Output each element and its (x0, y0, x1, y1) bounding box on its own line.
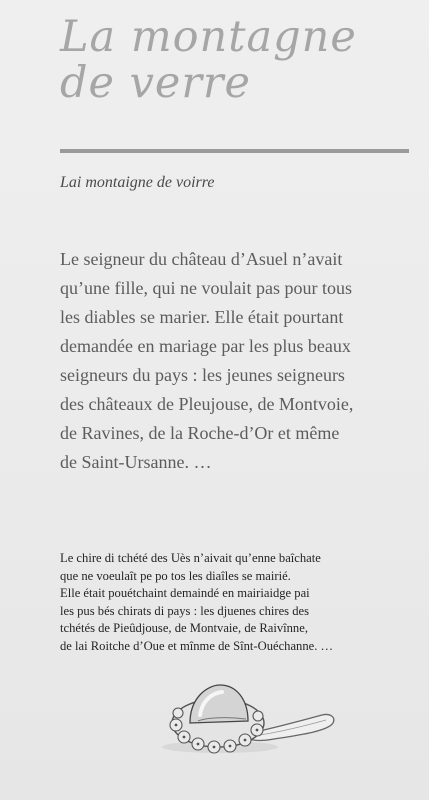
rattle-icon (150, 675, 340, 760)
french-line: de Saint-Ursanne. … (60, 452, 212, 472)
patois-line: que ne voeulaît pe po tos les diaîles se mairié. (60, 568, 291, 583)
patois-line: de lai Roitche d’Oue et mînme de Sînt-Ouéchanne. … (60, 638, 334, 653)
french-line: des châteaux de Pleujouse, de Montvoie, (60, 394, 354, 414)
page-title (60, 14, 357, 106)
french-line: demandée en mariage par les plus beaux (60, 336, 351, 356)
french-paragraph (60, 245, 410, 477)
title-line-1: La montagne (60, 12, 357, 62)
french-line: les diables se marier. Elle était pourtant (60, 307, 344, 327)
patois-paragraph (60, 550, 420, 655)
french-line: Le seigneur du château d’Asuel n’avait (60, 249, 343, 269)
french-line: de Ravines, de la Roche-d’Or et même (60, 423, 340, 443)
patois-line: tchétés de Pieûdjouse, de Montvaie, de Raivînne, (60, 621, 308, 635)
patois-line: les pus bés chirats di pays : les djuenes chires des (60, 603, 310, 618)
patois-line: Elle était pouétchaint demaindé en mairiaidge pai (60, 586, 310, 600)
title-divider (60, 149, 409, 153)
french-line: qu’une fille, qui ne voulait pas pour tous (60, 278, 352, 298)
patois-line: Le chire di tchété des Uès n’aivait qu’enne baîchate (60, 551, 321, 565)
french-line: seigneurs du pays : les jeunes seigneurs (60, 365, 345, 385)
subtitle: Lai montaigne de voirre (60, 174, 215, 191)
title-line-2: de verre (60, 58, 251, 108)
